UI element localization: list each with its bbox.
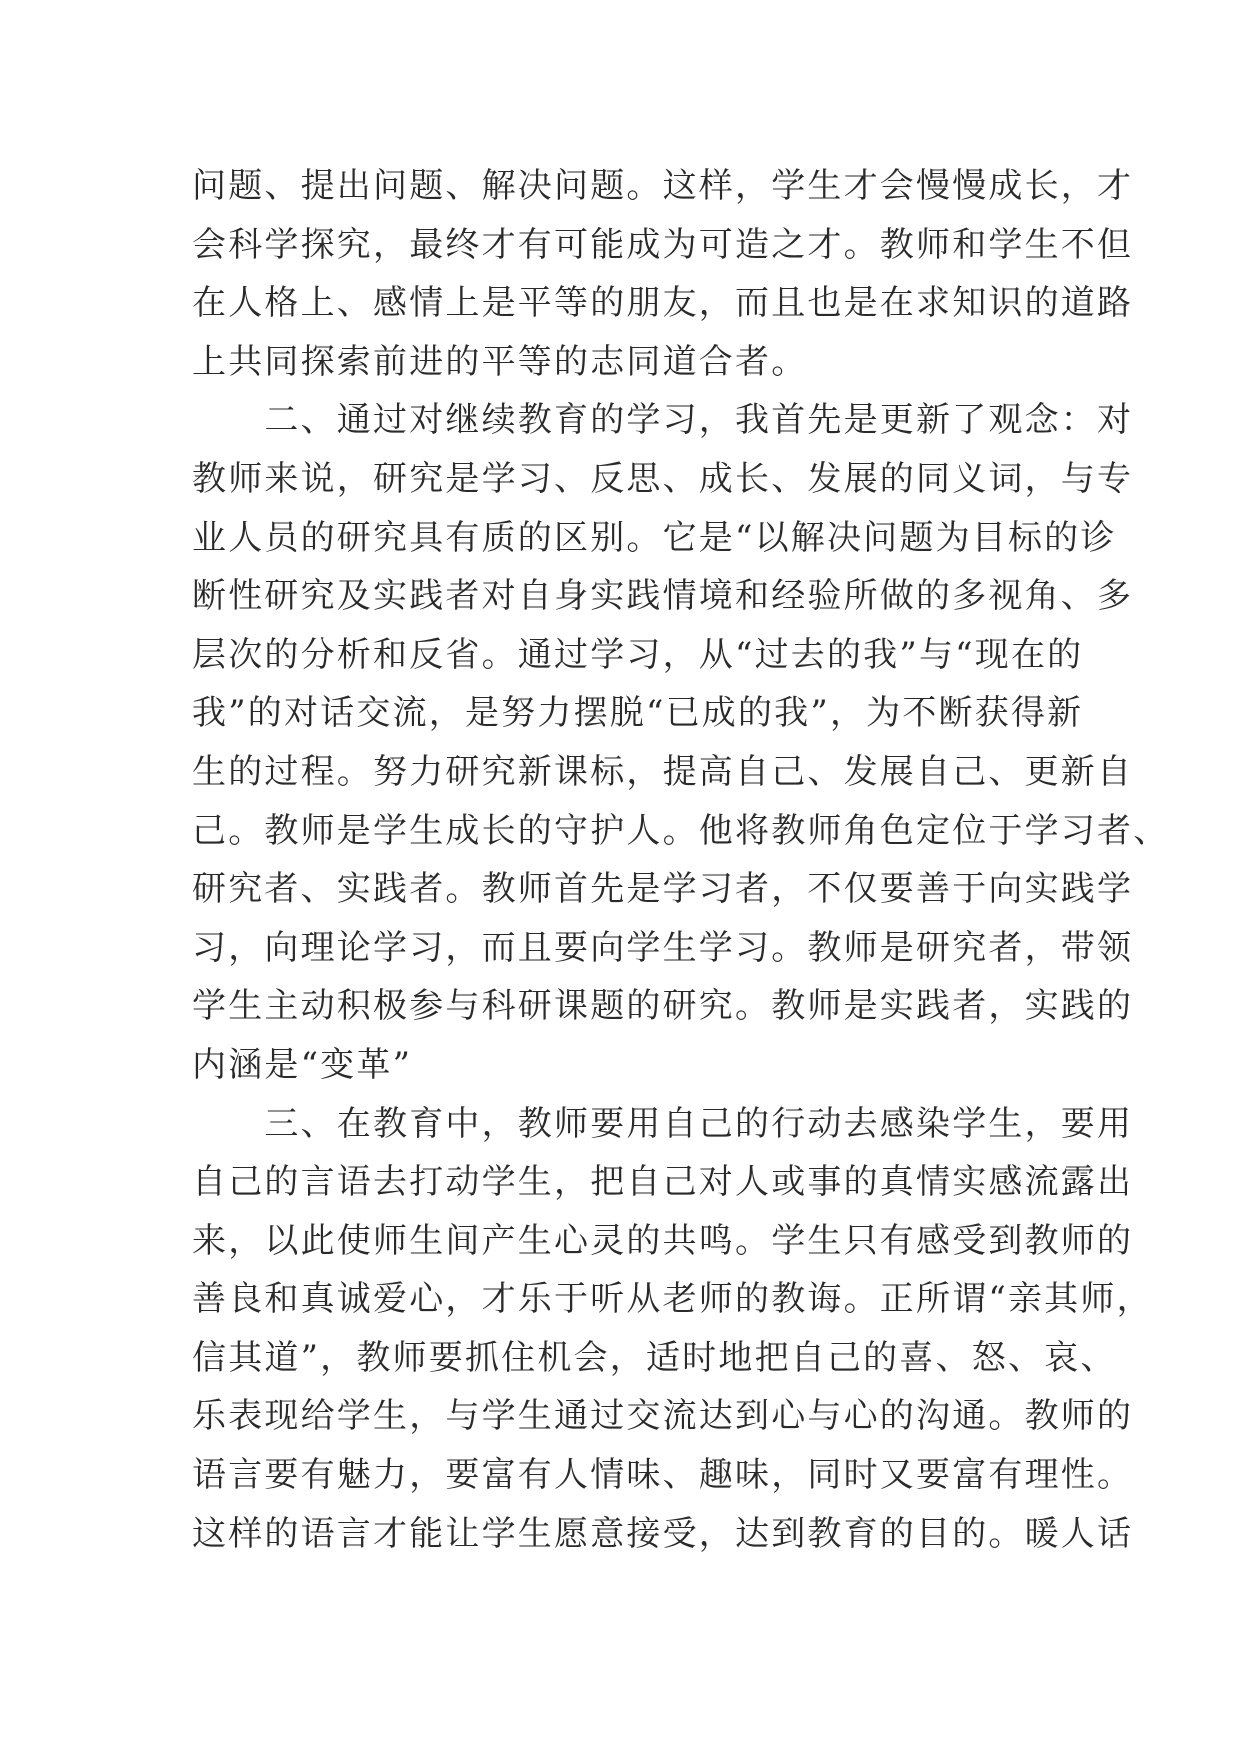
text-line: 内涵是“变革”	[192, 1044, 413, 1085]
text-line: 语言要有魅力，要富有人情味、趣味，同时又要富有理性。	[192, 1455, 1134, 1496]
paragraph-2-start: 二、通过对继续教育的学习，我首先是更新了观念：对	[192, 400, 1134, 441]
text-line: 生的过程。努力研究新课标，提高自己、发展自己、更新自	[192, 751, 1134, 792]
document-body	[192, 157, 1170, 1563]
text-line: 这样的语言才能让学生愿意接受，达到教育的目的。暖人话	[192, 1513, 1134, 1554]
text-line: 教师来说，研究是学习、反思、成长、发展的同义词，与专	[192, 458, 1134, 499]
text-line: 善良和真诚爱心，才乐于听从老师的教诲。正所谓“亲其师，	[192, 1279, 1153, 1320]
text-line: 来，以此使师生间产生心灵的共鸣。学生只有感受到教师的	[192, 1220, 1134, 1261]
text-line: 研究者、实践者。教师首先是学习者，不仅要善于向实践学	[192, 869, 1134, 910]
text-line: 我”的对话交流，是努力摆脱“已成的我”，为不断获得新	[192, 693, 1084, 734]
text-line: 上共同探索前进的平等的志同道合者。	[192, 341, 808, 382]
text-line: 在人格上、感情上是平等的朋友，而且也是在求知识的道路	[192, 283, 1134, 324]
text-line: 层次的分析和反省。通过学习，从“过去的我”与“现在的	[192, 634, 1084, 675]
text-line: 习，向理论学习，而且要向学生学习。教师是研究者，带领	[192, 927, 1134, 968]
text-line: 学生主动积极参与科研课题的研究。教师是实践者，实践的	[192, 986, 1134, 1027]
text-line: 乐表现给学生，与学生通过交流达到心与心的沟通。教师的	[192, 1396, 1134, 1437]
text-line: 信其道”，教师要抓住机会，适时地把自己的喜、怒、哀、	[192, 1337, 1117, 1378]
text-line: 业人员的研究具有质的区别。它是“以解决问题为目标的诊	[192, 517, 1117, 558]
text-line: 己。教师是学生成长的守护人。他将教师角色定位于学习者、	[192, 810, 1170, 851]
text-line: 问题、提出问题、解决问题。这样，学生才会慢慢成长，才	[192, 166, 1134, 206]
paragraph-3-start: 三、在教育中，教师要用自己的行动去感染学生，要用	[192, 1103, 1134, 1144]
text-line: 断性研究及实践者对自身实践情境和经验所做的多视角、多	[192, 576, 1134, 617]
text-line: 会科学探究，最终才有可能成为可造之才。教师和学生不但	[192, 224, 1134, 265]
text-line: 自己的言语去打动学生，把自己对人或事的真情实感流露出	[192, 1162, 1134, 1203]
